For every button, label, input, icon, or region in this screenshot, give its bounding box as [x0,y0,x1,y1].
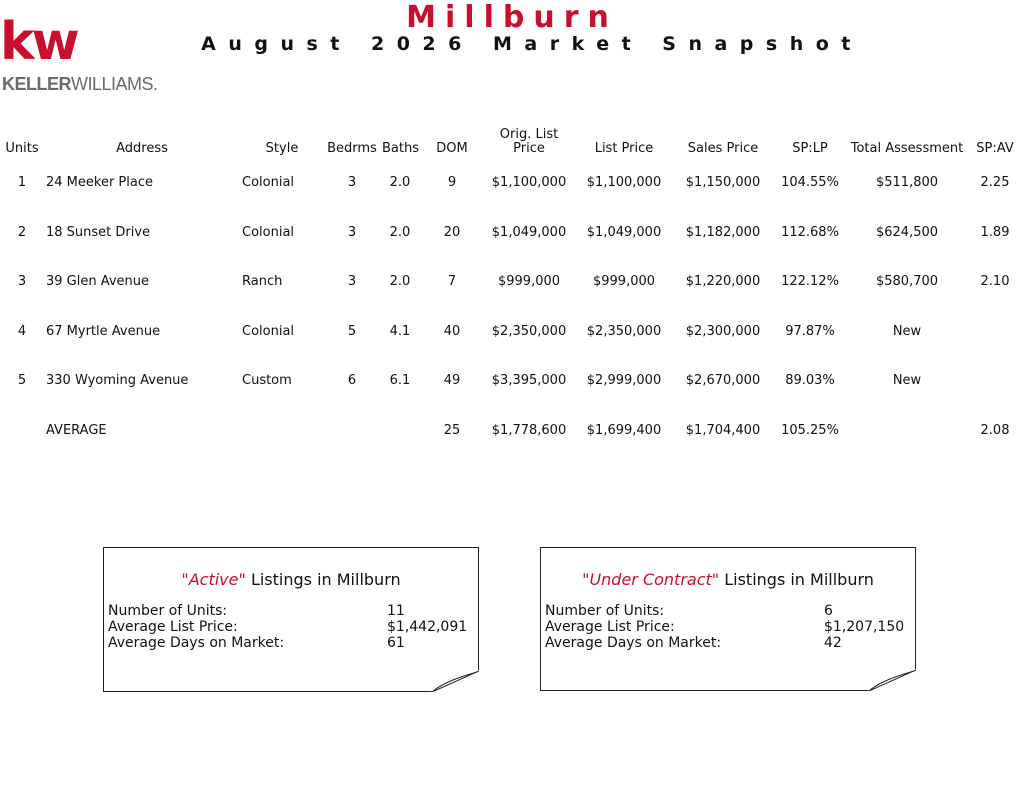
cell-sp-lp: 89.03% [785,373,835,389]
average-list-price: $1,699,400 [586,422,662,438]
cell-bedrms: 3 [347,175,357,191]
cell-unit: 5 [17,373,27,389]
stat-label: Average Days on Market: [108,635,285,651]
col-header-address: Address [116,141,168,156]
table-row [0,257,1024,307]
cell-sp-lp: 122.12% [781,274,839,290]
cell-sp-av [966,307,1024,357]
cell-style: Colonial [242,224,295,240]
under-contract-stat-units [545,603,915,619]
table-row [0,158,1024,208]
stat-label: Average List Price: [108,619,238,635]
col-header-sales-price: Sales Price [687,141,759,156]
average-row [0,406,1024,456]
cell-dom: 40 [443,323,461,339]
sales-table [0,116,1024,455]
page-title: Millburn [406,0,618,35]
cell-style: Colonial [242,175,295,191]
cell-bedrms: 6 [347,373,357,389]
average-label: AVERAGE [46,422,107,438]
col-header-sp-av: SP:AV [976,141,1014,156]
cell-total-assessment: $580,700 [875,274,939,290]
page-curl-icon [868,669,916,691]
cell-sales-price: $2,300,000 [685,323,761,339]
average-sales-price: $1,704,400 [685,422,761,438]
cell-baths: 2.0 [389,175,411,191]
cell-orig-list-price: $2,350,000 [491,323,567,339]
active-title-rest: Listings in Millburn [245,570,401,589]
cell-orig-list-price: $3,395,000 [491,373,567,389]
under-contract-title-rest: Listings in Millburn [719,570,874,589]
active-stat-avg-dom [108,635,478,651]
cell-style: Custom [242,373,292,389]
active-stat-units [108,603,478,619]
table-row [0,307,1024,357]
cell-style: Ranch [242,274,283,290]
cell-sp-lp: 112.68% [781,224,839,240]
active-title-accent: "Active" [181,570,246,589]
under-contract-title-accent: "Under Contract" [582,570,720,589]
cell-unit: 4 [17,323,27,339]
cell-orig-list-price: $1,049,000 [491,224,567,240]
col-header-dom: DOM [436,141,468,156]
cell-list-price: $999,000 [592,274,656,290]
stat-label: Average List Price: [545,619,675,635]
stat-value: 11 [387,603,405,619]
cell-sales-price: $1,150,000 [685,175,761,191]
col-header-baths: Baths [382,141,419,156]
cell-empty [324,406,380,456]
stat-value: $1,207,150 [824,619,905,635]
cell-total-assessment: $511,800 [875,175,939,191]
cell-bedrms: 5 [347,323,357,339]
cell-total-assessment: New [892,373,922,389]
cell-address: 39 Glen Avenue [46,274,150,290]
cell-empty [380,406,420,456]
stat-value: 61 [387,635,405,651]
average-sp-lp: 105.25% [781,422,839,438]
stat-label: Number of Units: [108,603,228,619]
kw-logo-wordmark [2,74,158,95]
active-listings-title [104,570,478,589]
under-contract-stat-avg-list-price [545,619,915,635]
average-sp-av: 2.08 [980,422,1010,438]
average-dom: 25 [443,422,461,438]
cell-empty [240,406,324,456]
stat-label: Average Days on Market: [545,635,722,651]
col-header-bedrms: Bedrms [327,141,377,156]
cell-list-price: $1,049,000 [586,224,662,240]
col-header-list-price: List Price [594,141,654,156]
cell-orig-list-price: $1,100,000 [491,175,567,191]
cell-baths: 4.1 [389,323,411,339]
cell-total-assessment: $624,500 [875,224,939,240]
cell-baths: 2.0 [389,224,411,240]
stat-label: Number of Units: [545,603,665,619]
col-header-units: Units [5,141,39,156]
stat-value: $1,442,091 [387,619,468,635]
cell-style: Colonial [242,323,295,339]
under-contract-listings-title [541,570,915,589]
cell-dom: 49 [443,373,461,389]
cell-address: 18 Sunset Drive [46,224,151,240]
cell-total-assessment: New [892,323,922,339]
cell-unit: 2 [17,224,27,240]
col-header-orig-list-price: Orig. List Price [499,127,559,156]
cell-sp-lp: 97.87% [785,323,835,339]
cell-address: 67 Myrtle Avenue [46,323,161,339]
cell-baths: 6.1 [389,373,411,389]
cell-sales-price: $2,670,000 [685,373,761,389]
cell-list-price: $2,350,000 [586,323,662,339]
cell-sp-av: 2.10 [980,274,1010,290]
cell-bedrms: 3 [347,224,357,240]
table-row [0,356,1024,406]
cell-empty [848,406,966,456]
cell-sp-lp: 104.55% [781,175,839,191]
cell-unit: 3 [17,274,27,290]
table-row [0,208,1024,258]
cell-sp-av: 2.25 [980,175,1010,191]
average-orig-list-price: $1,778,600 [491,422,567,438]
cell-baths: 2.0 [389,274,411,290]
col-header-total-assessment: Total Assessment [850,141,964,156]
cell-empty [0,406,44,456]
stat-value: 6 [824,603,833,619]
stat-value: 42 [824,635,842,651]
cell-list-price: $2,999,000 [586,373,662,389]
cell-address: 24 Meeker Place [46,175,153,191]
page-subtitle: August 2026 Market Snapshot [201,33,863,55]
logo-word-regular: WILLIAMS. [71,74,158,94]
active-stat-avg-list-price [108,619,478,635]
cell-sales-price: $1,182,000 [685,224,761,240]
cell-dom: 20 [443,224,461,240]
table-header-row [0,116,1024,158]
under-contract-stat-avg-dom [545,635,915,651]
cell-sp-av [966,356,1024,406]
col-header-style: Style [265,141,299,156]
under-contract-listings-box [540,547,916,691]
logo-word-bold: KELLER [2,74,71,94]
cell-address: 330 Wyoming Avenue [46,373,189,389]
cell-list-price: $1,100,000 [586,175,662,191]
cell-sp-av: 1.89 [980,224,1010,240]
cell-orig-list-price: $999,000 [497,274,561,290]
cell-dom: 7 [447,274,457,290]
col-header-sp-lp: SP:LP [792,141,828,156]
kw-logo-mark: kw [0,12,77,72]
active-listings-box [103,547,479,692]
page-curl-icon [431,670,479,692]
cell-bedrms: 3 [347,274,357,290]
cell-sales-price: $1,220,000 [685,274,761,290]
cell-unit: 1 [17,175,27,191]
cell-dom: 9 [447,175,457,191]
